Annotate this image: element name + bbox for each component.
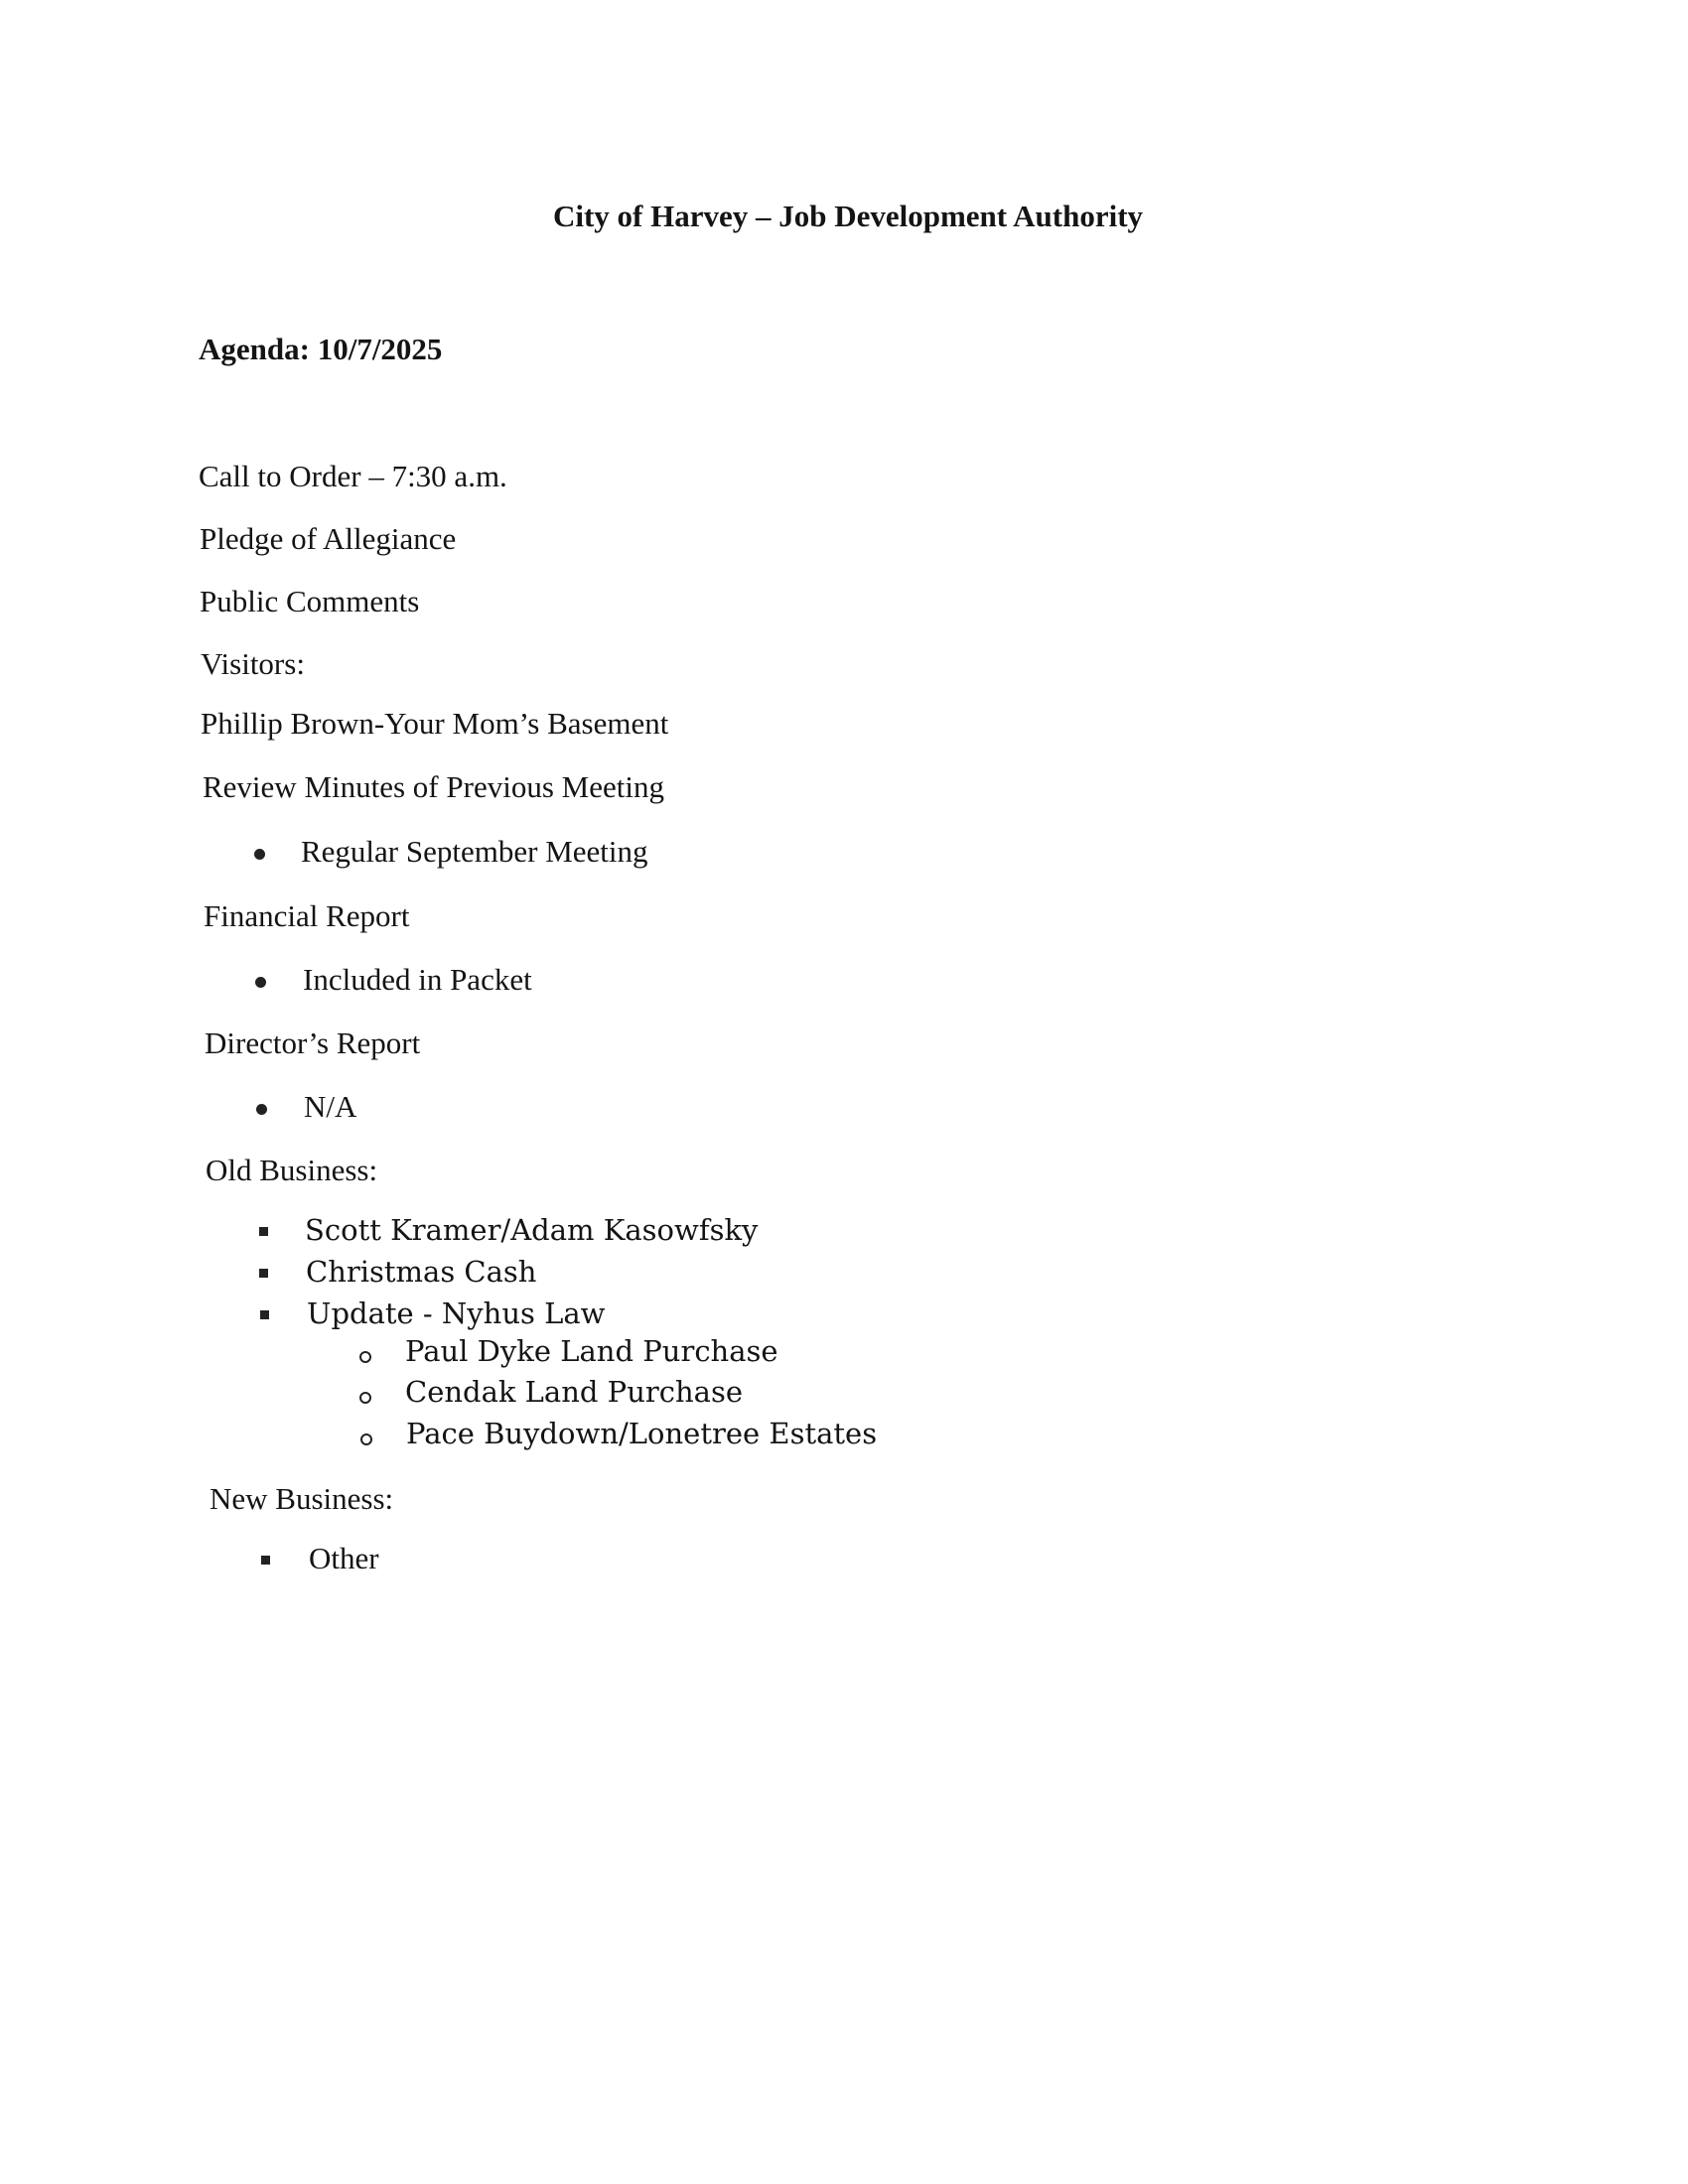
- old-business-item: Christmas Cash: [306, 1255, 537, 1289]
- new-business-heading: New Business:: [210, 1481, 394, 1516]
- bullet-dot-icon: [255, 977, 266, 988]
- public-comments: Public Comments: [200, 584, 420, 618]
- bullet-circle-icon: [359, 1351, 371, 1363]
- visitor-entry: Phillip Brown-Your Mom’s Basement: [201, 706, 669, 741]
- bullet-dot-icon: [254, 849, 265, 860]
- new-business-item: Other: [309, 1541, 379, 1575]
- bullet-square-icon: [259, 1269, 268, 1278]
- bullet-square-icon: [259, 1227, 268, 1236]
- bullet-square-icon: [261, 1556, 270, 1565]
- directors-report-heading: Director’s Report: [205, 1025, 421, 1060]
- nyhus-subitem: Paul Dyke Land Purchase: [405, 1334, 778, 1368]
- bullet-dot-icon: [256, 1104, 267, 1115]
- directors-report-item: N/A: [304, 1089, 357, 1124]
- review-minutes-item: Regular September Meeting: [301, 834, 648, 869]
- old-business-item: Update - Nyhus Law: [307, 1297, 606, 1330]
- financial-report-heading: Financial Report: [204, 898, 410, 933]
- agenda-date: Agenda: 10/7/2025: [199, 332, 443, 366]
- bullet-circle-icon: [360, 1433, 372, 1445]
- old-business-item: Scott Kramer/Adam Kasowfsky: [305, 1213, 759, 1247]
- nyhus-subitem: Pace Buydown/Lonetree Estates: [406, 1417, 878, 1450]
- bullet-circle-icon: [359, 1392, 371, 1404]
- visitors-heading: Visitors:: [201, 646, 305, 681]
- bullet-square-icon: [260, 1310, 269, 1319]
- old-business-heading: Old Business:: [206, 1153, 378, 1187]
- call-to-order: Call to Order – 7:30 a.m.: [199, 459, 507, 493]
- pledge-of-allegiance: Pledge of Allegiance: [200, 521, 457, 556]
- nyhus-subitem: Cendak Land Purchase: [405, 1375, 743, 1409]
- document-title: City of Harvey – Job Development Authority: [552, 199, 1144, 233]
- financial-report-item: Included in Packet: [303, 962, 532, 997]
- review-minutes-heading: Review Minutes of Previous Meeting: [203, 769, 664, 804]
